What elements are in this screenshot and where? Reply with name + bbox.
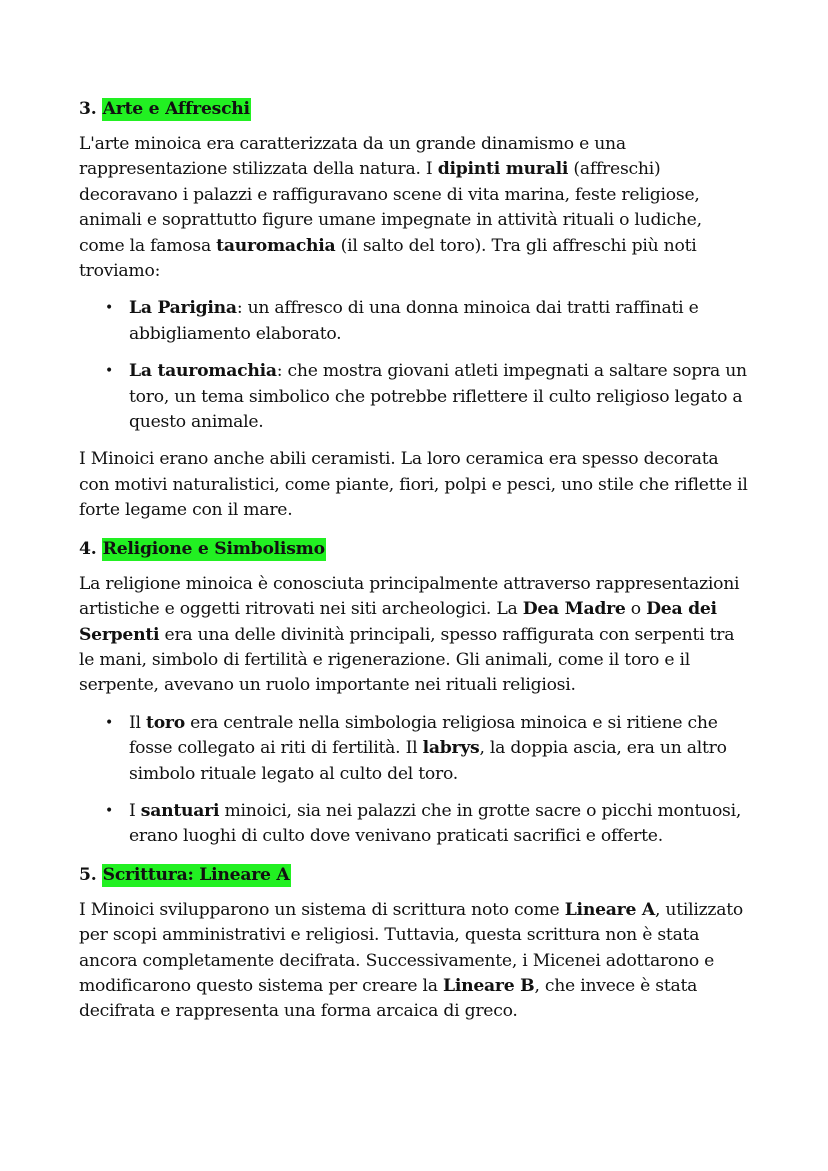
bold-term: Lineare B [443,975,535,996]
text-run: , la doppia ascia, era un altro simbolo rituale legato al culto del toro. [129,738,727,784]
section-heading [79,862,751,888]
text-run: era centrale nella simbologia religiosa minoica e si ritiene che fosse collegato ai riti di fertilità. Il [129,712,718,759]
bold-term: Dea Madre [522,599,626,620]
list-item [105,359,751,435]
text-run: , che invece è stata decifrata e rappresenta una forma arcaica di greco. [79,975,698,1022]
text-run: Il [129,712,146,733]
bullet-list [79,711,751,850]
list-item [105,296,751,347]
text-run: L'arte minoica era caratterizzata da un grande dinamismo e una rappresentazione stilizzata della natura. I [79,134,626,180]
bold-term: Dea dei Serpenti [79,599,717,645]
section-religione-e-simbolismo [79,536,751,850]
text-run: , utilizzato per scopi amministrativi e religiosi. Tuttavia, questa scrittura non è stata ancora completamente decifrata. Successivamente, i Micenei adottarono e modificarono questo sistema per creare la [79,899,743,996]
text-run: : un affresco di una donna minoica dai tratti raffinati e abbigliamento elaborato. [129,298,699,344]
bullet-icon: • [105,802,114,819]
list-item [105,799,751,850]
bold-term: santuari [140,800,220,821]
paragraph [79,572,751,699]
text-run: (il salto del toro). Tra gli affreschi più noti troviamo: [79,235,697,282]
bullet-icon: • [105,363,114,380]
section-heading [79,96,751,122]
text-run: I Minoici svilupparono un sistema di scrittura noto come [79,899,565,920]
section-number: 4. [79,538,97,559]
text-run: I [129,800,141,821]
bold-term: labrys [422,738,480,759]
section-arte-e-affreschi [79,96,751,524]
section-heading [79,536,751,562]
paragraph [79,898,751,1025]
paragraph: I Minoici erano anche abili ceramisti. La loro ceramica era spesso decorata con motivi naturalistici, come piante, fiori, polpi e pesci, uno stile che riflette il forte legame con il mare. [79,449,748,521]
highlighted-section-title: Arte e Affreschi [102,99,250,119]
bullet-icon: • [105,714,114,731]
paragraph [79,132,751,284]
text-run: o [625,599,647,620]
bold-term: La Parigina [129,298,237,319]
text-run: La religione minoica è conosciuta principalmente attraverso rappresentazioni artistiche e oggetti ritrovati nei siti archeologici. La [79,573,740,620]
bullet-icon: • [105,300,114,317]
text-run: era una delle divinità principali, spesso raffigurata con serpenti tra le mani, simbolo di fertilità e rigenerazione. Gli animali, come il toro e il serpente, avevano un ruolo importante nei rituali religiosi. [79,624,735,696]
bold-term: Lineare A [564,899,655,920]
bullet-list [79,296,751,435]
document-page [79,96,751,1037]
bold-term: dipinti murali [437,159,569,180]
list-item [105,711,751,787]
highlighted-section-title: Religione e Simbolismo [102,538,325,559]
section-number: 3. [79,99,97,119]
section-number: 5. [79,864,97,885]
text-run: : che mostra giovani atleti impegnati a saltare sopra un toro, un tema simbolico che potrebbe riflettere il culto religioso legato a questo animale. [129,361,747,433]
text-run: minoici, sia nei palazzi che in grotte sacre o picchi montuosi, erano luoghi di culto dove venivano praticati sacrifici e offerte. [129,800,742,847]
highlighted-section-title: Scrittura: Lineare A [102,864,290,885]
bold-term: tauromachia [216,235,336,256]
bold-term: La tauromachia [129,361,277,382]
bold-term: toro [146,712,185,733]
text-run: (affreschi) decoravano i palazzi e raffiguravano scene di vita marina, feste religiose, animali e soprattutto figure umane impegnate in attività rituali o ludiche, come la famosa [79,159,702,256]
section-scrittura-lineare-a [79,862,751,1025]
